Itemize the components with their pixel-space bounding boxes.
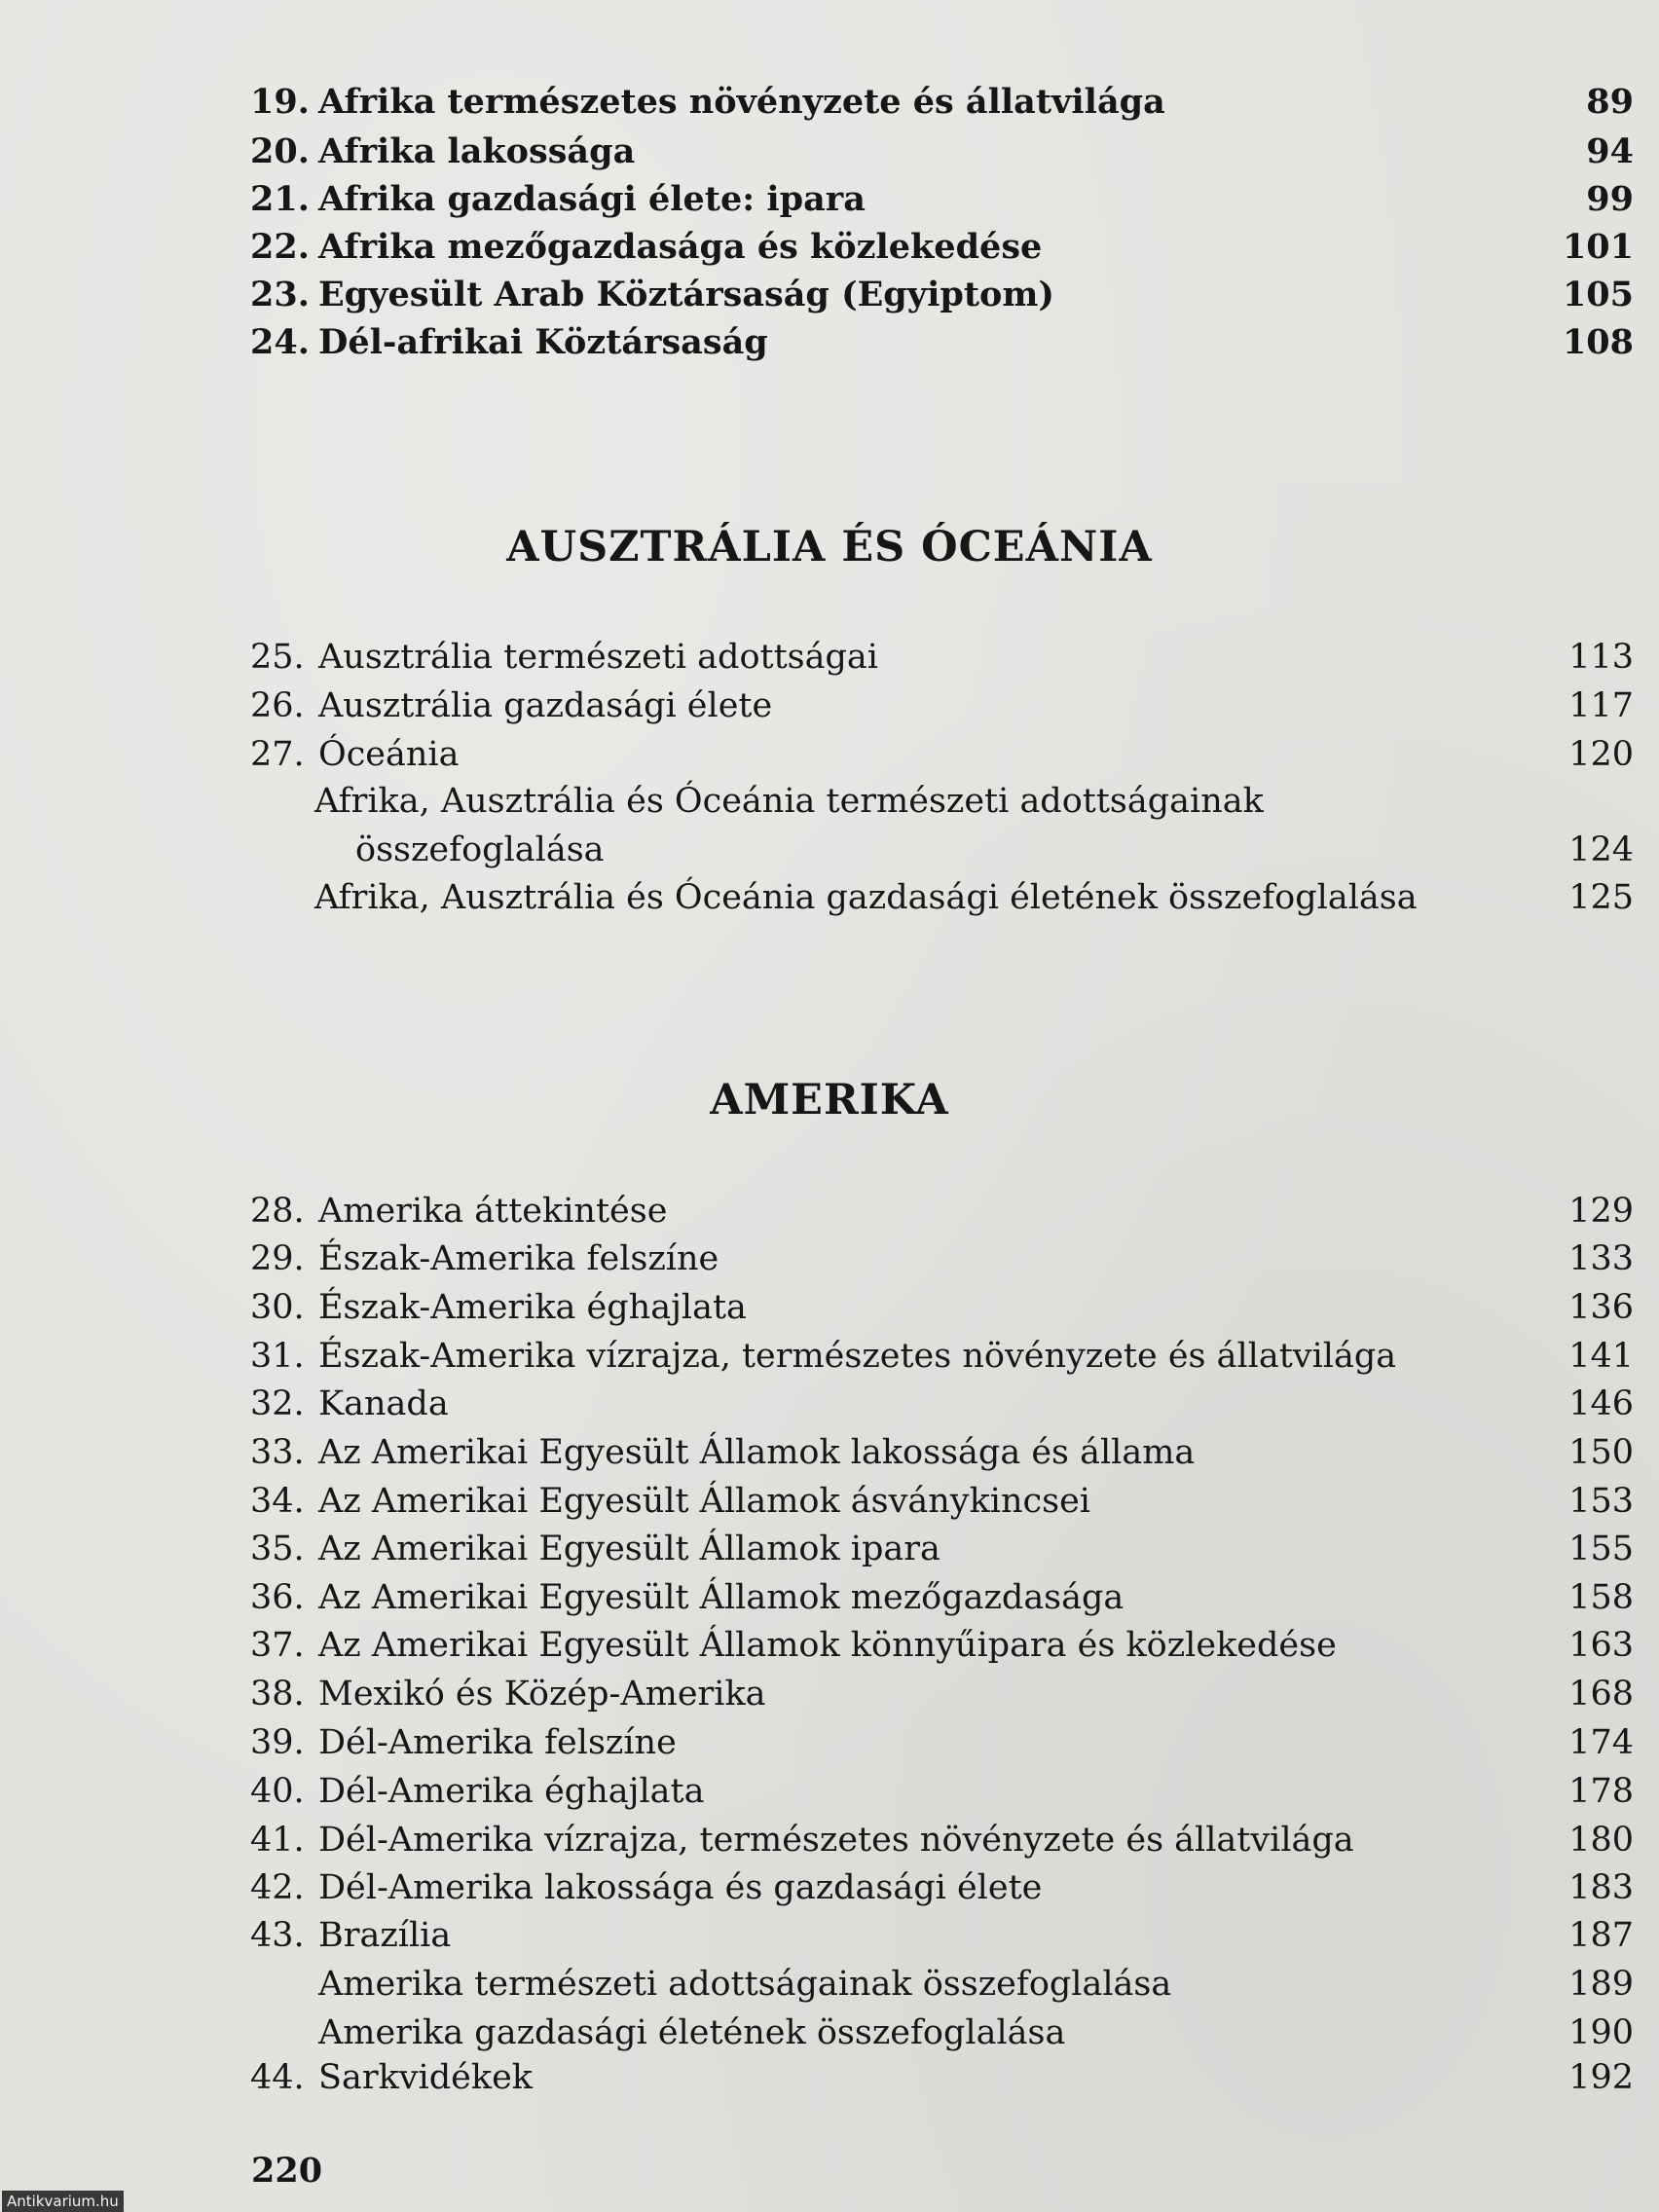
entry-title: Észak-Amerika vízrajza, természetes növényzete és állatvilága xyxy=(318,1337,1397,1376)
toc-entry xyxy=(0,1767,1659,1816)
entry-title: Észak-Amerika felszíne xyxy=(318,1239,719,1278)
entry-page: 163 xyxy=(1568,1626,1634,1665)
toc-entry xyxy=(0,1187,1659,1235)
toc-entry xyxy=(0,1573,1659,1622)
entry-title: Afrika lakossága xyxy=(318,131,636,171)
toc-entry xyxy=(0,128,1659,176)
entry-page: 129 xyxy=(1568,1192,1634,1231)
entry-number: 44. xyxy=(250,2058,305,2097)
toc-entry xyxy=(0,1332,1659,1381)
section-heading-america: AMERIKA xyxy=(710,1076,949,1124)
toc-entry xyxy=(0,271,1659,319)
entry-title: Dél-afrikai Köztársaság xyxy=(318,322,768,362)
entry-number: 22. xyxy=(250,227,310,267)
entry-title: Észak-Amerika éghajlata xyxy=(318,1288,747,1327)
toc-summary-line xyxy=(0,777,1659,826)
entry-title: Ausztrália természeti adottságai xyxy=(318,638,878,677)
entry-number: 19. xyxy=(250,82,310,122)
entry-number: 31. xyxy=(250,1337,305,1376)
entry-number: 41. xyxy=(250,1821,305,1860)
entry-page: 190 xyxy=(1568,2013,1634,2052)
entry-title: Ausztrália gazdasági élete xyxy=(318,686,773,725)
entry-page: 150 xyxy=(1568,1433,1634,1472)
watermark: Antikvarium.hu xyxy=(2,2191,124,2212)
entry-number: 36. xyxy=(250,1578,305,1617)
entry-title: Az Amerikai Egyesült Államok mezőgazdasága xyxy=(318,1578,1124,1617)
toc-entry xyxy=(0,682,1659,730)
entry-title: Afrika mezőgazdasága és közlekedése xyxy=(318,227,1043,267)
toc-entry xyxy=(0,2053,1659,2102)
entry-number: 21. xyxy=(250,179,310,219)
toc-entry xyxy=(0,1477,1659,1526)
entry-number: 43. xyxy=(250,1916,305,1955)
toc-entry xyxy=(0,1718,1659,1767)
entry-number: 37. xyxy=(250,1626,305,1665)
entry-page: 101 xyxy=(1562,227,1634,267)
summary-title: Afrika, Ausztrália és Óceánia gazdasági életének összefoglalása xyxy=(314,878,1418,917)
entry-page: 189 xyxy=(1568,1965,1634,2004)
entry-number: 32. xyxy=(250,1384,305,1423)
entry-page: 125 xyxy=(1568,878,1634,917)
toc-entry xyxy=(0,1863,1659,1912)
entry-title: Sarkvidékek xyxy=(318,2058,533,2097)
entry-page: 192 xyxy=(1568,2058,1634,2097)
entry-number: 25. xyxy=(250,638,305,677)
toc-entry xyxy=(0,1670,1659,1718)
entry-title: Óceánia xyxy=(318,735,460,774)
entry-title: Brazília xyxy=(318,1916,452,1955)
entry-title: Az Amerikai Egyesült Államok ipara xyxy=(318,1530,940,1568)
toc-entry xyxy=(0,223,1659,272)
entry-number: 42. xyxy=(250,1868,305,1907)
entry-page: 133 xyxy=(1568,1239,1634,1278)
entry-title: Egyesült Arab Köztársaság (Egyiptom) xyxy=(318,275,1054,314)
toc-entry xyxy=(0,1911,1659,1960)
entry-page: 158 xyxy=(1568,1578,1634,1617)
toc-entry xyxy=(0,1428,1659,1477)
entry-title: Kanada xyxy=(318,1384,449,1423)
page-number: 220 xyxy=(251,2151,323,2191)
summary-title-continued: összefoglalása xyxy=(355,830,605,869)
entry-page: 105 xyxy=(1562,275,1634,314)
entry-title: Az Amerikai Egyesült Államok ásványkincsei xyxy=(318,1482,1090,1521)
entry-page: 120 xyxy=(1568,735,1634,774)
entry-number: 29. xyxy=(250,1239,305,1278)
entry-page: 113 xyxy=(1568,638,1634,677)
entry-title: Dél-Amerika lakossága és gazdasági élete xyxy=(318,1868,1043,1907)
entry-number: 38. xyxy=(250,1675,305,1714)
summary-title: Amerika természeti adottságainak összefoglalása xyxy=(318,1965,1172,2004)
entry-number: 40. xyxy=(250,1772,305,1811)
entry-number: 34. xyxy=(250,1482,305,1521)
entry-number: 27. xyxy=(250,735,305,774)
entry-page: 183 xyxy=(1568,1868,1634,1907)
toc-summary-line xyxy=(0,873,1659,922)
entry-number: 28. xyxy=(250,1192,305,1231)
entry-page: 146 xyxy=(1568,1384,1634,1423)
toc-summary-line xyxy=(0,826,1659,874)
entry-page: 94 xyxy=(1586,131,1634,171)
entry-number: 24. xyxy=(250,322,310,362)
summary-title: Amerika gazdasági életének összefoglalása xyxy=(318,2013,1066,2052)
toc-summary-line xyxy=(0,1960,1659,2009)
entry-title: Dél-Amerika felszíne xyxy=(318,1723,677,1762)
entry-page: 124 xyxy=(1568,830,1634,869)
entry-title: Dél-Amerika vízrajza, természetes növényzete és állatvilága xyxy=(318,1821,1354,1860)
entry-page: 117 xyxy=(1568,686,1634,725)
entry-page: 155 xyxy=(1568,1530,1634,1568)
entry-title: Mexikó és Közép-Amerika xyxy=(318,1675,766,1714)
entry-number: 26. xyxy=(250,686,305,725)
entry-title: Az Amerikai Egyesült Államok lakossága és állama xyxy=(318,1433,1196,1472)
entry-page: 99 xyxy=(1586,179,1634,219)
entry-number: 33. xyxy=(250,1433,305,1472)
entry-number: 23. xyxy=(250,275,310,314)
toc-summary-line xyxy=(0,2009,1659,2057)
section-heading-australia: AUSZTRÁLIA ÉS ÓCEÁNIA xyxy=(506,523,1153,571)
toc-entry xyxy=(0,633,1659,682)
entry-number: 39. xyxy=(250,1723,305,1762)
entry-title: Afrika gazdasági élete: ipara xyxy=(318,179,866,219)
entry-title: Amerika áttekintése xyxy=(318,1192,668,1231)
toc-entry xyxy=(0,1235,1659,1283)
toc-entry xyxy=(0,1621,1659,1670)
toc-entry xyxy=(0,730,1659,779)
toc-entry xyxy=(0,1525,1659,1573)
entry-page: 174 xyxy=(1568,1723,1634,1762)
entry-page: 168 xyxy=(1568,1675,1634,1714)
entry-page: 136 xyxy=(1568,1288,1634,1327)
entry-title: Afrika természetes növényzete és állatvilága xyxy=(318,82,1165,122)
entry-page: 153 xyxy=(1568,1482,1634,1521)
entry-number: 35. xyxy=(250,1530,305,1568)
toc-entry xyxy=(0,318,1659,367)
summary-title: Afrika, Ausztrália és Óceánia természeti adottságainak xyxy=(314,782,1264,821)
entry-number: 20. xyxy=(250,131,310,171)
entry-page: 89 xyxy=(1586,82,1634,122)
entry-page: 108 xyxy=(1562,322,1634,362)
toc-entry xyxy=(0,1816,1659,1864)
entry-number: 30. xyxy=(250,1288,305,1327)
entry-page: 180 xyxy=(1568,1821,1634,1860)
entry-title: Dél-Amerika éghajlata xyxy=(318,1772,705,1811)
toc-entry xyxy=(0,1283,1659,1332)
entry-page: 178 xyxy=(1568,1772,1634,1811)
toc-entry xyxy=(0,1380,1659,1428)
entry-page: 141 xyxy=(1568,1337,1634,1376)
toc-entry xyxy=(0,78,1659,127)
entry-page: 187 xyxy=(1568,1916,1634,1955)
entry-title: Az Amerikai Egyesült Államok könnyűipara és közlekedése xyxy=(318,1626,1337,1665)
toc-entry xyxy=(0,175,1659,224)
